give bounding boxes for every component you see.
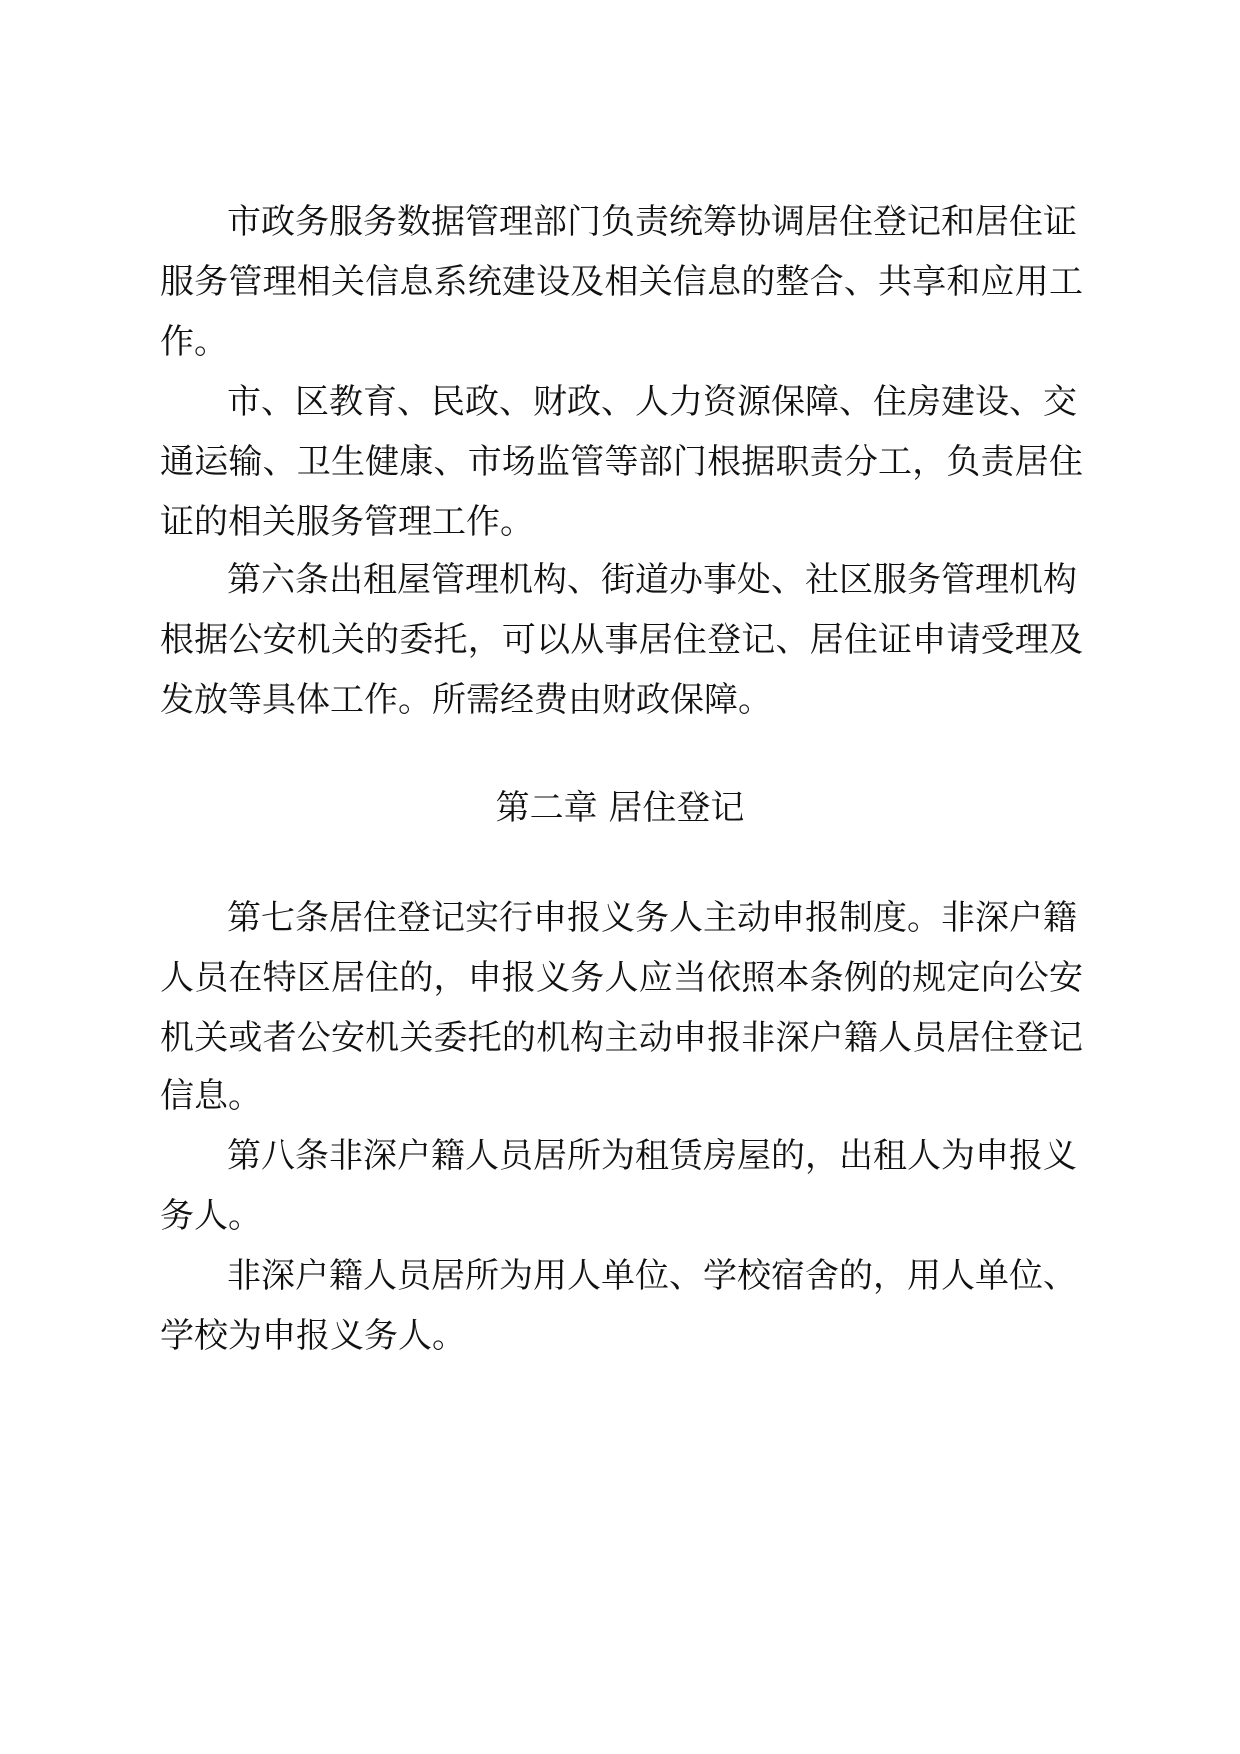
article-8-line-2: 务人。	[160, 1196, 262, 1236]
article-7-first-line	[227, 898, 1077, 938]
article-8-number: 第八条	[227, 1136, 329, 1176]
paragraph-2-line-2: 通运输、卫生健康、市场监管等部门根据职责分工，负责居住	[160, 442, 1083, 482]
paragraph-2-line-3: 证的相关服务管理工作。	[160, 502, 534, 542]
article-7-text: 居住登记实行申报义务人主动申报制度。非深户籍	[329, 898, 1077, 938]
article-7-line-4: 信息。	[160, 1076, 262, 1116]
final-paragraph-line-1: 非深户籍人员居所为用人单位、学校宿舍的，用人单位、	[227, 1256, 1077, 1296]
article-7-line-2: 人员在特区居住的，申报义务人应当依照本条例的规定向公安	[160, 958, 1083, 998]
paragraph-1-line-2: 服务管理相关信息系统建设及相关信息的整合、共享和应用工	[160, 262, 1083, 302]
paragraph-1-line-1: 市政务服务数据管理部门负责统筹协调居住登记和居住证	[227, 202, 1077, 242]
article-6-line-3: 发放等具体工作。所需经费由财政保障。	[160, 680, 772, 720]
article-6-first-line	[227, 560, 1077, 600]
article-6-line-2: 根据公安机关的委托，可以从事居住登记、居住证申请受理及	[160, 620, 1083, 660]
chapter-heading: 第二章 居住登记	[495, 788, 745, 828]
article-8-first-line	[227, 1136, 1077, 1176]
paragraph-2-line-1: 市、区教育、民政、财政、人力资源保障、住房建设、交	[227, 382, 1077, 422]
article-6-text: 出租屋管理机构、街道办事处、社区服务管理机构	[329, 560, 1077, 600]
article-6-number: 第六条	[227, 560, 329, 600]
article-7-line-3: 机关或者公安机关委托的机构主动申报非深户籍人员居住登记	[160, 1018, 1083, 1058]
article-7-number: 第七条	[227, 898, 329, 938]
article-8-text: 非深户籍人员居所为租赁房屋的，出租人为申报义	[329, 1136, 1077, 1176]
paragraph-1-line-3: 作。	[160, 322, 228, 362]
final-paragraph-line-2: 学校为申报义务人。	[160, 1316, 466, 1356]
